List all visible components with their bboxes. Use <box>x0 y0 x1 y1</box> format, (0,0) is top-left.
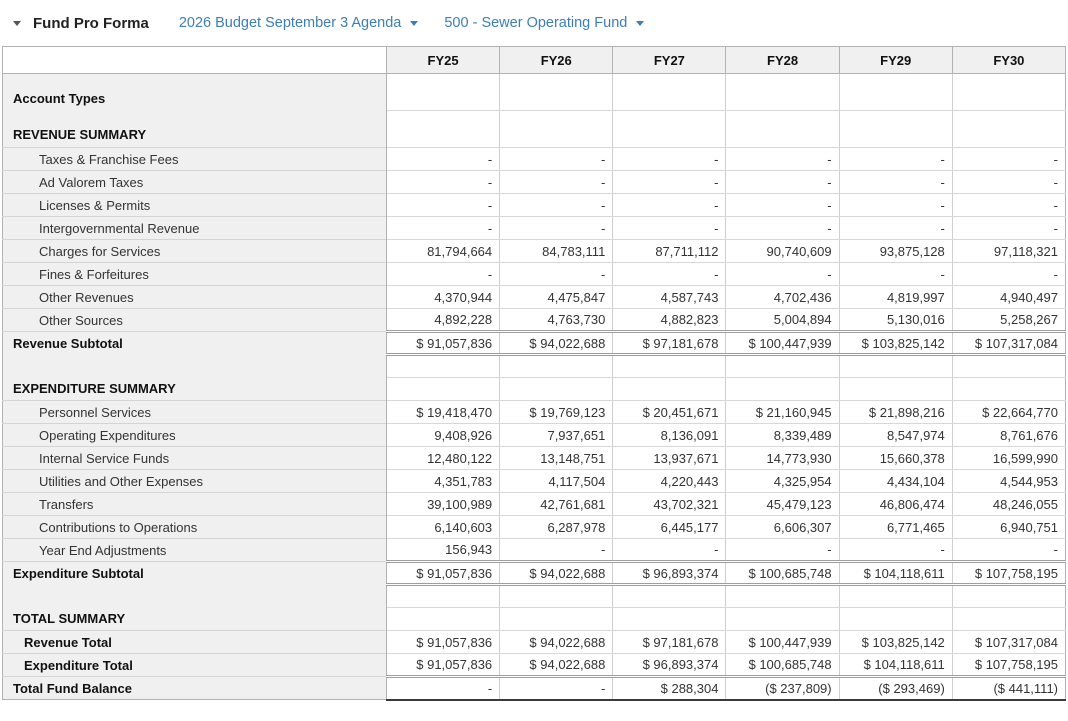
row-label: Licenses & Permits <box>3 194 387 217</box>
value-cell-fy29: 4,819,997 <box>839 286 952 309</box>
row-label: EXPENDITURE SUMMARY <box>3 378 387 401</box>
value-cell-fy27: - <box>613 171 726 194</box>
value-cell-fy29: - <box>839 539 952 562</box>
value-cell-fy25: 4,892,228 <box>387 309 500 332</box>
value-cell-fy26: $ 19,769,123 <box>500 401 613 424</box>
value-cell-fy27: 8,136,091 <box>613 424 726 447</box>
row-label: Account Types <box>3 74 387 111</box>
value-cell-fy26: - <box>500 171 613 194</box>
row-label: Fines & Forfeitures <box>3 263 387 286</box>
row-intergovernmental-revenue <box>3 217 1066 240</box>
value-cell-fy30 <box>952 111 1065 148</box>
value-cell-fy30: 4,940,497 <box>952 286 1065 309</box>
value-cell-fy27: $ 96,893,374 <box>613 654 726 677</box>
fund-pro-forma-table <box>2 46 1066 701</box>
row-transfers <box>3 493 1066 516</box>
value-cell-fy26: 6,287,978 <box>500 516 613 539</box>
row-account-types <box>3 74 1066 111</box>
value-cell-fy25 <box>387 111 500 148</box>
value-cell-fy25: $ 91,057,836 <box>387 562 500 585</box>
value-cell-fy29: 93,875,128 <box>839 240 952 263</box>
page-title: Fund Pro Forma <box>33 14 149 32</box>
row-revenue-subtotal <box>3 332 1066 355</box>
value-cell-fy25 <box>387 74 500 111</box>
value-cell-fy29: $ 104,118,611 <box>839 562 952 585</box>
value-cell-fy28: - <box>726 148 839 171</box>
value-cell-fy30 <box>952 585 1065 608</box>
value-cell-fy30: $ 107,317,084 <box>952 631 1065 654</box>
column-header-fy30: FY30 <box>952 47 1065 74</box>
value-cell-fy25: - <box>387 148 500 171</box>
row-label: Personnel Services <box>3 401 387 424</box>
value-cell-fy29: $ 104,118,611 <box>839 654 952 677</box>
value-cell-fy27: - <box>613 263 726 286</box>
collapse-toggle[interactable] <box>10 16 24 30</box>
value-cell-fy27 <box>613 74 726 111</box>
value-cell-fy30: $ 22,664,770 <box>952 401 1065 424</box>
value-cell-fy29: $ 21,898,216 <box>839 401 952 424</box>
value-cell-fy26: $ 94,022,688 <box>500 631 613 654</box>
value-cell-fy28: 6,606,307 <box>726 516 839 539</box>
row-charges-for-services <box>3 240 1066 263</box>
value-cell-fy26 <box>500 585 613 608</box>
value-cell-fy30: 16,599,990 <box>952 447 1065 470</box>
value-cell-fy27 <box>613 111 726 148</box>
value-cell-fy26: - <box>500 677 613 700</box>
row-fines-forfeitures <box>3 263 1066 286</box>
value-cell-fy29: 15,660,378 <box>839 447 952 470</box>
value-cell-fy26 <box>500 355 613 378</box>
toolbar <box>0 0 1068 46</box>
value-cell-fy26: 4,763,730 <box>500 309 613 332</box>
row-internal-service-funds <box>3 447 1066 470</box>
value-cell-fy30 <box>952 74 1065 111</box>
value-cell-fy28: $ 100,447,939 <box>726 332 839 355</box>
value-cell-fy28: 8,339,489 <box>726 424 839 447</box>
row-expenditure-subtotal <box>3 562 1066 585</box>
value-cell-fy28: - <box>726 539 839 562</box>
table-corner-cell <box>3 47 387 74</box>
column-header-fy26: FY26 <box>500 47 613 74</box>
value-cell-fy30: ($ 441,111) <box>952 677 1065 700</box>
value-cell-fy30: - <box>952 217 1065 240</box>
budget-dropdown[interactable] <box>179 15 419 31</box>
row-label: Other Revenues <box>3 286 387 309</box>
value-cell-fy29: - <box>839 171 952 194</box>
value-cell-fy29: $ 103,825,142 <box>839 631 952 654</box>
value-cell-fy28: $ 21,160,945 <box>726 401 839 424</box>
row-other-sources <box>3 309 1066 332</box>
value-cell-fy27: $ 288,304 <box>613 677 726 700</box>
value-cell-fy29: - <box>839 217 952 240</box>
value-cell-fy29: 5,130,016 <box>839 309 952 332</box>
value-cell-fy25 <box>387 608 500 631</box>
value-cell-fy29: - <box>839 148 952 171</box>
value-cell-fy27: 13,937,671 <box>613 447 726 470</box>
row-operating-expenditures <box>3 424 1066 447</box>
value-cell-fy28: - <box>726 171 839 194</box>
row-label: Other Sources <box>3 309 387 332</box>
value-cell-fy28: 4,325,954 <box>726 470 839 493</box>
value-cell-fy25: 12,480,122 <box>387 447 500 470</box>
row-other-revenues <box>3 286 1066 309</box>
fund-dropdown-label: 500 - Sewer Operating Fund <box>444 15 628 31</box>
value-cell-fy30: $ 107,758,195 <box>952 562 1065 585</box>
value-cell-fy29 <box>839 585 952 608</box>
value-cell-fy28: - <box>726 263 839 286</box>
value-cell-fy30: $ 107,317,084 <box>952 332 1065 355</box>
value-cell-fy30 <box>952 608 1065 631</box>
value-cell-fy28: 5,004,894 <box>726 309 839 332</box>
value-cell-fy28 <box>726 355 839 378</box>
value-cell-fy25: - <box>387 263 500 286</box>
value-cell-fy26 <box>500 378 613 401</box>
row-revenue-summary <box>3 111 1066 148</box>
value-cell-fy26: - <box>500 539 613 562</box>
value-cell-fy28 <box>726 585 839 608</box>
row-expenditure-summary <box>3 378 1066 401</box>
value-cell-fy26: - <box>500 148 613 171</box>
value-cell-fy28: 14,773,930 <box>726 447 839 470</box>
value-cell-fy27: 4,587,743 <box>613 286 726 309</box>
value-cell-fy26 <box>500 111 613 148</box>
value-cell-fy30: - <box>952 539 1065 562</box>
value-cell-fy27 <box>613 585 726 608</box>
row-personnel-services <box>3 401 1066 424</box>
value-cell-fy26 <box>500 74 613 111</box>
value-cell-fy26 <box>500 608 613 631</box>
row-label: Ad Valorem Taxes <box>3 171 387 194</box>
row-total-summary <box>3 608 1066 631</box>
row-year-end-adjustments <box>3 539 1066 562</box>
value-cell-fy26: - <box>500 263 613 286</box>
value-cell-fy30: 5,258,267 <box>952 309 1065 332</box>
value-cell-fy26: 4,117,504 <box>500 470 613 493</box>
value-cell-fy26: $ 94,022,688 <box>500 332 613 355</box>
value-cell-fy26: $ 94,022,688 <box>500 562 613 585</box>
row-expenditure-total <box>3 654 1066 677</box>
value-cell-fy25: $ 91,057,836 <box>387 631 500 654</box>
row-label: Operating Expenditures <box>3 424 387 447</box>
value-cell-fy28: 90,740,609 <box>726 240 839 263</box>
caret-down-icon <box>13 21 21 26</box>
value-cell-fy28: $ 100,447,939 <box>726 631 839 654</box>
value-cell-fy27: $ 97,181,678 <box>613 332 726 355</box>
value-cell-fy25: 39,100,989 <box>387 493 500 516</box>
row-label: Internal Service Funds <box>3 447 387 470</box>
row-label <box>3 585 387 608</box>
chevron-down-icon <box>410 21 418 26</box>
value-cell-fy25: $ 91,057,836 <box>387 654 500 677</box>
value-cell-fy30: 97,118,321 <box>952 240 1065 263</box>
value-cell-fy29 <box>839 608 952 631</box>
value-cell-fy27: - <box>613 194 726 217</box>
value-cell-fy25: - <box>387 194 500 217</box>
row-utilities-and-other-expenses <box>3 470 1066 493</box>
value-cell-fy27: - <box>613 217 726 240</box>
value-cell-fy25: 4,370,944 <box>387 286 500 309</box>
value-cell-fy26: $ 94,022,688 <box>500 654 613 677</box>
value-cell-fy27 <box>613 608 726 631</box>
value-cell-fy27 <box>613 378 726 401</box>
value-cell-fy28 <box>726 378 839 401</box>
value-cell-fy28: 45,479,123 <box>726 493 839 516</box>
value-cell-fy30: - <box>952 263 1065 286</box>
row-label: REVENUE SUMMARY <box>3 111 387 148</box>
value-cell-fy30: 8,761,676 <box>952 424 1065 447</box>
value-cell-fy29 <box>839 378 952 401</box>
value-cell-fy27: 4,882,823 <box>613 309 726 332</box>
value-cell-fy28: $ 100,685,748 <box>726 562 839 585</box>
value-cell-fy27: $ 97,181,678 <box>613 631 726 654</box>
row-label: TOTAL SUMMARY <box>3 608 387 631</box>
table-header-row <box>3 47 1066 74</box>
value-cell-fy25: 9,408,926 <box>387 424 500 447</box>
value-cell-fy30: - <box>952 171 1065 194</box>
value-cell-fy25: 156,943 <box>387 539 500 562</box>
value-cell-fy29: ($ 293,469) <box>839 677 952 700</box>
budget-dropdown-label: 2026 Budget September 3 Agenda <box>178 15 402 31</box>
value-cell-fy29 <box>839 74 952 111</box>
value-cell-fy25: 4,351,783 <box>387 470 500 493</box>
row-ad-valorem-taxes <box>3 171 1066 194</box>
value-cell-fy25: $ 19,418,470 <box>387 401 500 424</box>
value-cell-fy26: 42,761,681 <box>500 493 613 516</box>
value-cell-fy25: - <box>387 171 500 194</box>
value-cell-fy30 <box>952 355 1065 378</box>
row-label: Utilities and Other Expenses <box>3 470 387 493</box>
value-cell-fy29: $ 103,825,142 <box>839 332 952 355</box>
value-cell-fy29: 46,806,474 <box>839 493 952 516</box>
fund-dropdown[interactable] <box>444 15 644 31</box>
value-cell-fy28: - <box>726 194 839 217</box>
value-cell-fy27: 43,702,321 <box>613 493 726 516</box>
value-cell-fy27: 87,711,112 <box>613 240 726 263</box>
value-cell-fy25: 81,794,664 <box>387 240 500 263</box>
row-label <box>3 355 387 378</box>
row-label: Transfers <box>3 493 387 516</box>
value-cell-fy25: - <box>387 677 500 700</box>
chevron-down-icon <box>636 21 644 26</box>
value-cell-fy30: 4,544,953 <box>952 470 1065 493</box>
column-header-fy28: FY28 <box>726 47 839 74</box>
value-cell-fy30: $ 107,758,195 <box>952 654 1065 677</box>
value-cell-fy26: 4,475,847 <box>500 286 613 309</box>
spacer-row <box>3 585 1066 608</box>
value-cell-fy28 <box>726 608 839 631</box>
value-cell-fy28: ($ 237,809) <box>726 677 839 700</box>
row-label: Year End Adjustments <box>3 539 387 562</box>
value-cell-fy27: $ 96,893,374 <box>613 562 726 585</box>
column-header-fy29: FY29 <box>839 47 952 74</box>
row-licenses-permits <box>3 194 1066 217</box>
value-cell-fy27: 6,445,177 <box>613 516 726 539</box>
value-cell-fy27: - <box>613 148 726 171</box>
value-cell-fy26: - <box>500 217 613 240</box>
row-label: Revenue Subtotal <box>3 332 387 355</box>
value-cell-fy26: - <box>500 194 613 217</box>
value-cell-fy30: - <box>952 148 1065 171</box>
value-cell-fy30: 6,940,751 <box>952 516 1065 539</box>
row-label: Contributions to Operations <box>3 516 387 539</box>
row-label: Charges for Services <box>3 240 387 263</box>
column-header-fy27: FY27 <box>613 47 726 74</box>
row-revenue-total <box>3 631 1066 654</box>
value-cell-fy27: - <box>613 539 726 562</box>
value-cell-fy26: 7,937,651 <box>500 424 613 447</box>
value-cell-fy25 <box>387 355 500 378</box>
value-cell-fy30: 48,246,055 <box>952 493 1065 516</box>
value-cell-fy29 <box>839 111 952 148</box>
row-label: Total Fund Balance <box>3 677 387 700</box>
column-header-fy25: FY25 <box>387 47 500 74</box>
row-contributions-to-operations <box>3 516 1066 539</box>
value-cell-fy27: 4,220,443 <box>613 470 726 493</box>
value-cell-fy29 <box>839 355 952 378</box>
value-cell-fy25: 6,140,603 <box>387 516 500 539</box>
row-label: Taxes & Franchise Fees <box>3 148 387 171</box>
value-cell-fy28 <box>726 74 839 111</box>
value-cell-fy29: 8,547,974 <box>839 424 952 447</box>
value-cell-fy25 <box>387 378 500 401</box>
row-label: Expenditure Total <box>3 654 387 677</box>
row-label: Intergovernmental Revenue <box>3 217 387 240</box>
row-label: Revenue Total <box>3 631 387 654</box>
value-cell-fy29: - <box>839 194 952 217</box>
row-taxes-franchise-fees <box>3 148 1066 171</box>
value-cell-fy28 <box>726 111 839 148</box>
value-cell-fy28: - <box>726 217 839 240</box>
value-cell-fy29: 6,771,465 <box>839 516 952 539</box>
value-cell-fy25: - <box>387 217 500 240</box>
value-cell-fy29: - <box>839 263 952 286</box>
value-cell-fy26: 13,148,751 <box>500 447 613 470</box>
row-total-fund-balance <box>3 677 1066 700</box>
value-cell-fy30: - <box>952 194 1065 217</box>
value-cell-fy27 <box>613 355 726 378</box>
spacer-row <box>3 355 1066 378</box>
value-cell-fy28: 4,702,436 <box>726 286 839 309</box>
row-label: Expenditure Subtotal <box>3 562 387 585</box>
value-cell-fy26: 84,783,111 <box>500 240 613 263</box>
value-cell-fy25: $ 91,057,836 <box>387 332 500 355</box>
value-cell-fy29: 4,434,104 <box>839 470 952 493</box>
value-cell-fy30 <box>952 378 1065 401</box>
value-cell-fy27: $ 20,451,671 <box>613 401 726 424</box>
value-cell-fy28: $ 100,685,748 <box>726 654 839 677</box>
value-cell-fy25 <box>387 585 500 608</box>
